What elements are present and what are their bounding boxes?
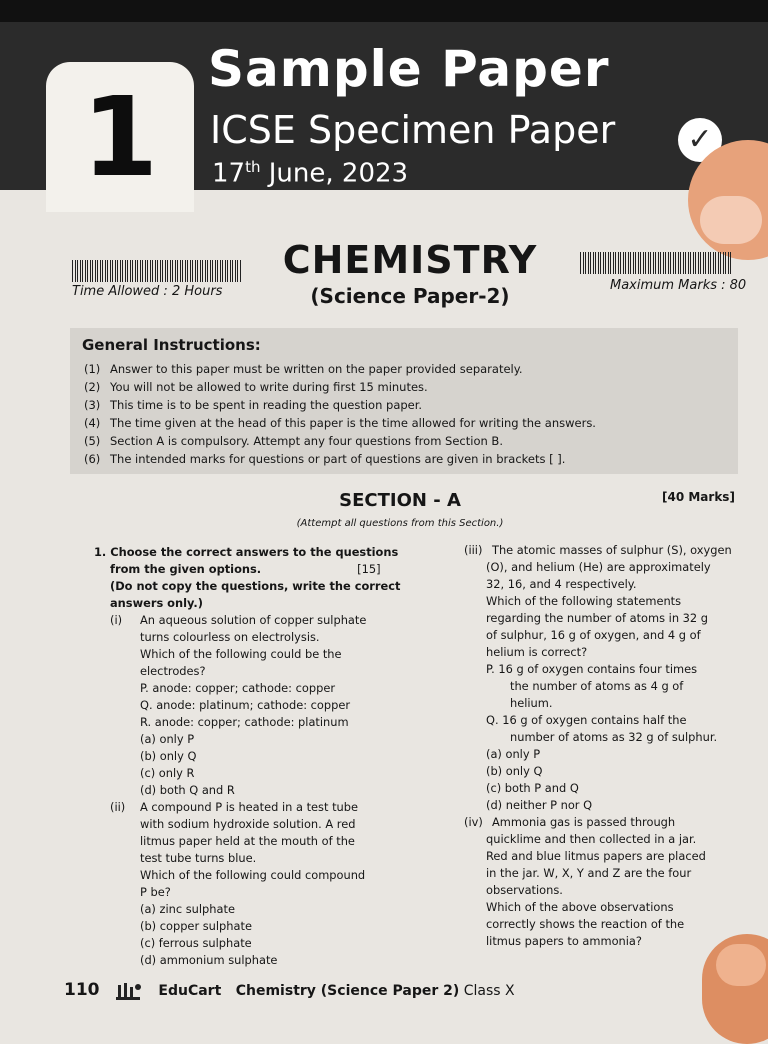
page-footer <box>64 980 515 1001</box>
maximum-marks: Maximum Marks : 80 <box>610 278 747 293</box>
q1iii-statement-q: Q. 16 g of oxygen contains half the <box>486 713 687 727</box>
instruction-item: (6) The intended marks for questions or part of questions are given in brackets [ ]. <box>84 452 566 466</box>
q1iv-line: correctly shows the reaction of the <box>486 917 685 931</box>
q1iv-line: litmus papers to ammonia? <box>486 934 642 948</box>
instruction-item: (4) The time given at the head of this paper is the time allowed for writing the answers. <box>84 416 596 430</box>
q1ii-line: litmus paper held at the mouth of the <box>140 834 355 848</box>
q1-note: (Do not copy the questions, write the correct <box>110 579 401 593</box>
q1ii-line: test tube turns blue. <box>140 851 257 865</box>
time-allowed: Time Allowed : 2 Hours <box>72 284 223 299</box>
q1iii-option: (a) only P <box>486 747 541 761</box>
q1iv-line: Red and blue litmus papers are placed <box>486 849 706 863</box>
q1iii-statement-p: P. 16 g of oxygen contains four times <box>486 662 698 676</box>
fingernail-bottom-right <box>716 944 766 986</box>
q1iii-line: (iii) The atomic masses of sulphur (S), oxygen <box>464 543 732 557</box>
section-marks: [40 Marks] <box>662 490 735 504</box>
fingernail-top-right <box>700 196 762 244</box>
footer-class: Class X <box>463 983 515 999</box>
q1i-line: (i) An aqueous solution of copper sulphate <box>110 613 367 627</box>
q1-stem-cont: from the given options. [15] <box>110 562 381 576</box>
barcode-left-icon <box>72 260 242 282</box>
q1iii-line: regarding the number of atoms in 32 g <box>486 611 709 625</box>
q1ii-option: (d) ammonium sulphate <box>140 953 278 967</box>
q1ii-option: (b) copper sulphate <box>140 919 252 933</box>
instruction-item: (2) You will not be allowed to write during first 15 minutes. <box>84 380 428 394</box>
q1ii-line: P be? <box>140 885 171 899</box>
q1iii-line: helium is correct? <box>486 645 588 659</box>
instruction-item: (1) Answer to this paper must be written on the paper provided separately. <box>84 362 523 376</box>
header-date: 17th June, 2023 <box>212 158 409 189</box>
q1-note-cont: answers only.) <box>110 596 203 610</box>
page-number: 110 <box>64 980 100 1000</box>
instructions-title: General Instructions: <box>82 336 261 354</box>
q1i-statement-p: P. anode: copper; cathode: copper <box>140 681 336 695</box>
question-column-left <box>94 544 402 969</box>
q1ii-line: with sodium hydroxide solution. A red <box>140 817 356 831</box>
q1i-option: (b) only Q <box>140 749 197 763</box>
q1iii-line: 32, 16, and 4 respectively. <box>486 577 637 591</box>
q1i-option: (d) both Q and R <box>140 783 235 797</box>
q1iii-line: Which of the following statements <box>486 594 682 608</box>
q1iv-line: Which of the above observations <box>486 900 674 914</box>
q1i-line: electrodes? <box>140 664 206 678</box>
q1ii-line: Which of the following could compound <box>140 868 366 882</box>
q1iii-line: (O), and helium (He) are approximately <box>486 560 711 574</box>
q1ii-line: (ii) A compound P is heated in a test tube <box>110 800 358 814</box>
q1iv-line: in the jar. W, X, Y and Z are the four <box>486 866 692 880</box>
instruction-item: (5) Section A is compulsory. Attempt any four questions from Section B. <box>84 434 503 448</box>
q1iv-line: quicklime and then collected in a jar. <box>486 832 697 846</box>
q1iii-option: (b) only Q <box>486 764 543 778</box>
q1i-statement-q: Q. anode: platinum; cathode: copper <box>140 698 351 712</box>
q1ii-option: (c) ferrous sulphate <box>140 936 252 950</box>
q1-stem: 1. Choose the correct answers to the questions <box>94 545 399 559</box>
q1i-line: turns colourless on electrolysis. <box>140 630 320 644</box>
q1i-line: Which of the following could be the <box>140 647 342 661</box>
header-subtitle: ICSE Specimen Paper <box>210 108 616 152</box>
header-top-shadow <box>0 0 768 22</box>
header-title: Sample Paper <box>208 40 610 98</box>
q1iv-line: observations. <box>486 883 563 897</box>
barcode-right-icon <box>580 252 732 274</box>
q1iii-statement-p: helium. <box>510 696 553 710</box>
brand-name: EduCart <box>158 983 222 999</box>
q1-marks: [15] <box>357 562 381 576</box>
paper-number: 1 <box>81 73 159 201</box>
paper-name: (Science Paper-2) <box>310 284 510 308</box>
q1ii-option: (a) zinc sulphate <box>140 902 235 916</box>
educart-logo-icon <box>116 981 146 1001</box>
q1iii-line: of sulphur, 16 g of oxygen, and 4 g of <box>486 628 701 642</box>
section-note: (Attempt all questions from this Section.) <box>296 518 504 529</box>
section-title: SECTION - A <box>339 490 461 511</box>
verified-check-icon: ✓ <box>678 118 722 162</box>
q1iii-option: (d) neither P nor Q <box>486 798 593 812</box>
q1iii-statement-q: number of atoms as 32 g of sulphur. <box>510 730 718 744</box>
instructions-list <box>84 360 724 468</box>
footer-subject: Chemistry (Science Paper 2) <box>235 983 460 999</box>
q1i-statement-r: R. anode: copper; cathode: platinum <box>140 715 349 729</box>
q1iii-statement-p: the number of atoms as 4 g of <box>510 679 684 693</box>
q1i-option: (c) only R <box>140 766 195 780</box>
q1iv-line: (iv) Ammonia gas is passed through <box>464 815 676 829</box>
q1iii-option: (c) both P and Q <box>486 781 579 795</box>
q1i-option: (a) only P <box>140 732 195 746</box>
instruction-item: (3) This time is to be spent in reading the question paper. <box>84 398 423 412</box>
question-column-right <box>464 542 740 950</box>
subject-title: CHEMISTRY <box>282 238 538 282</box>
